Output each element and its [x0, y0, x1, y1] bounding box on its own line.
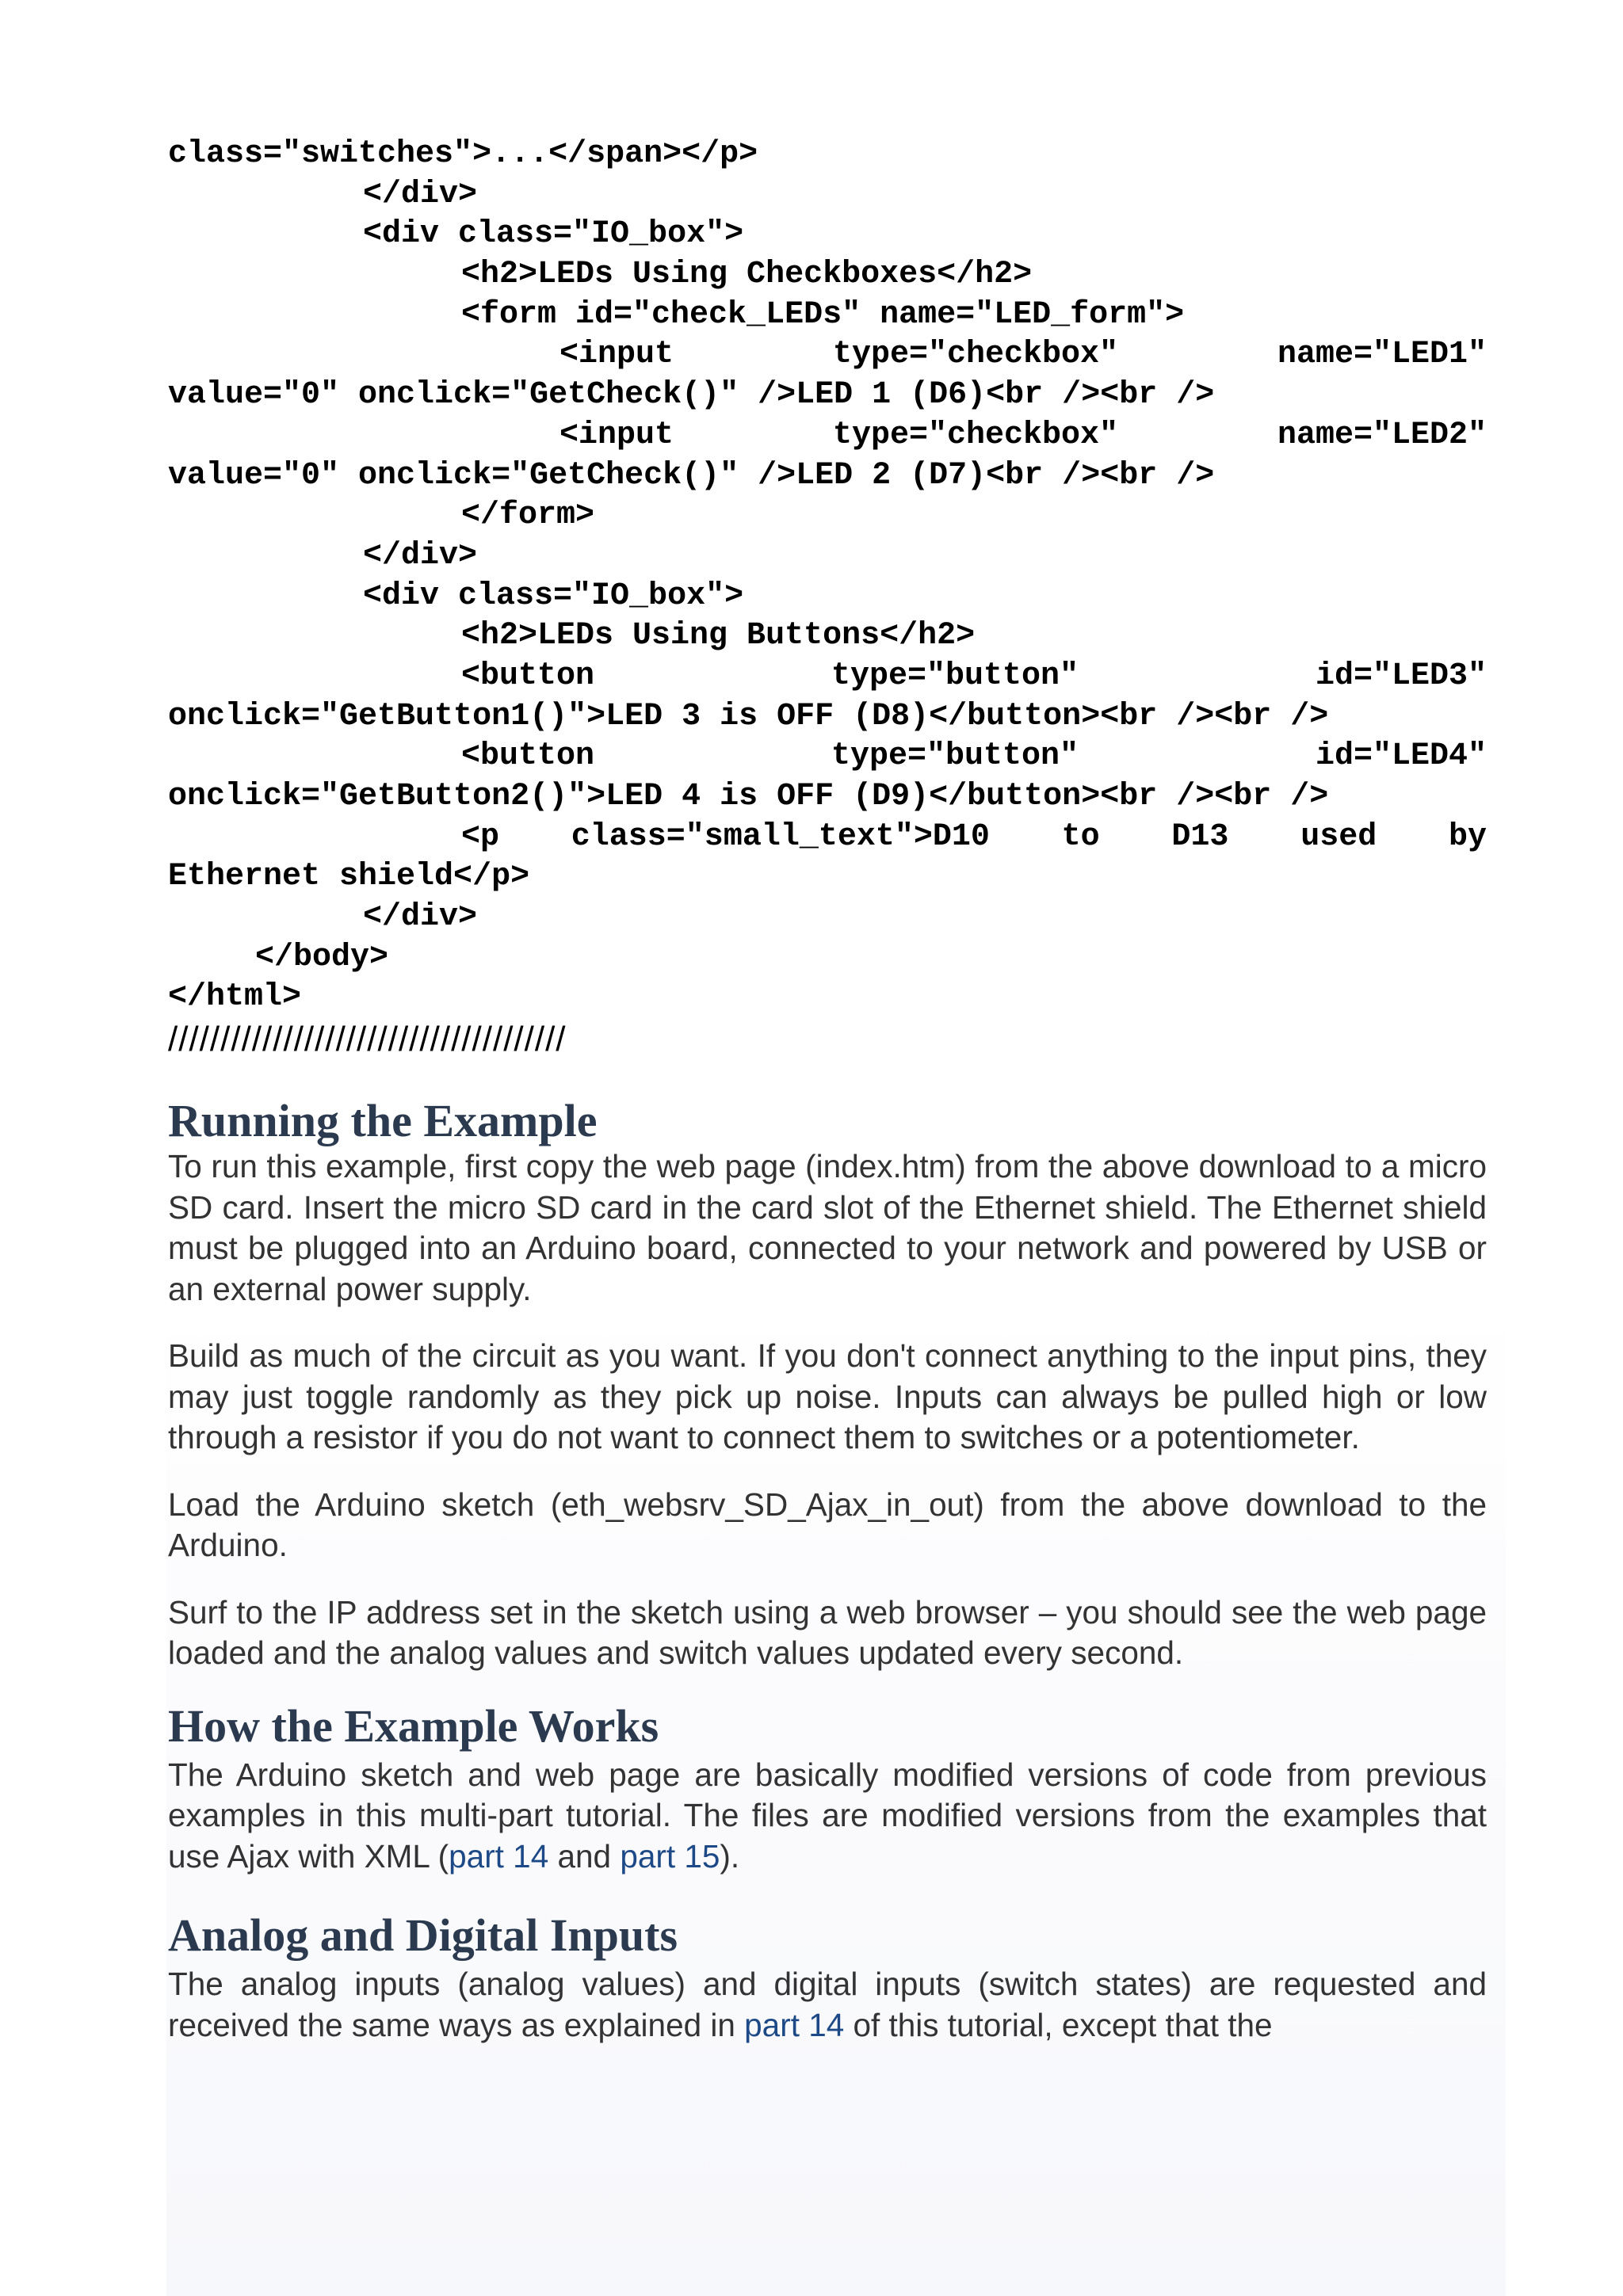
code-line: </html>: [168, 979, 302, 1016]
code-token: to: [1061, 818, 1100, 855]
code-token: by: [1448, 818, 1487, 855]
code-token: D13: [1171, 818, 1229, 855]
code-token: <button: [461, 658, 595, 694]
code-line: </div>: [363, 899, 478, 936]
code-line: <div class="IO_box">: [363, 578, 744, 614]
section-heading-how-it-works: How the Example Works: [168, 1699, 659, 1752]
paragraph-text: ).: [720, 1837, 740, 1875]
code-line-justified: [168, 335, 1487, 376]
paragraph-text: The Arduino sketch and web page are basically modified versions of code from previous examples in this multi-part tutorial. The files are modified versions from the examples that use Ajax with XML (: [168, 1756, 1487, 1875]
code-separator: //////////////////////////////////////: [168, 1020, 567, 1059]
paragraph: Load the Arduino sketch (eth_websrv_SD_Ajax_in_out) from the above download to the Arduino.: [168, 1486, 1487, 1564]
code-line: <form id="check_LEDs" name="LED_form">: [461, 296, 1185, 333]
paragraph: Build as much of the circuit as you want. If you don't connect anything to the input pins, they may just toggle randomly as they pick up noise. Inputs can always be pulled high or low through a resistor if you do not want to connect them to switches or a potentiometer.: [168, 1337, 1487, 1456]
code-token: type="checkbox": [832, 417, 1119, 453]
code-token: used: [1300, 818, 1377, 855]
code-line-justified: [168, 657, 1487, 697]
paragraph-text: and: [548, 1837, 621, 1875]
code-line: <h2>LEDs Using Checkboxes</h2>: [461, 257, 1033, 293]
section-heading-analog-digital: Analog and Digital Inputs: [168, 1909, 678, 1962]
paragraph: [168, 1755, 1487, 1878]
link-part-14[interactable]: part 14: [744, 2006, 845, 2043]
code-line: class="switches">...</span></p>: [168, 136, 758, 172]
code-token: class="small_text">D10: [571, 818, 990, 855]
code-line: onclick="GetButton2()">LED 4 is OFF (D9)</button><br /><br />: [168, 779, 1329, 814]
code-token: type="button": [831, 738, 1079, 775]
code-line: </div>: [363, 537, 478, 574]
code-token: <input: [559, 417, 674, 453]
paragraph: Surf to the IP address set in the sketch using a web browser – you should see the web page loaded and the analog values and switch values updated every second.: [168, 1593, 1487, 1672]
code-line-justified: [168, 818, 1487, 858]
code-token: <button: [461, 738, 595, 775]
code-line: value="0" onclick="GetCheck()" />LED 1 (D6)<br /><br />: [168, 377, 1215, 414]
code-token: name="LED2": [1277, 417, 1487, 453]
code-line: onclick="GetButton1()">LED 3 is OFF (D8)</button><br /><br />: [168, 698, 1329, 734]
code-line-justified: [168, 416, 1487, 456]
code-line: value="0" onclick="GetCheck()" />LED 2 (D7)<br /><br />: [168, 457, 1215, 494]
code-token: id="LED3": [1315, 658, 1487, 694]
code-line: <h2>LEDs Using Buttons</h2>: [461, 618, 976, 654]
code-line: </div>: [363, 176, 478, 212]
paragraph: [168, 1964, 1487, 2046]
code-listing: [168, 135, 1487, 1018]
code-token: type="button": [831, 658, 1079, 694]
code-token: <p: [461, 818, 500, 855]
section-heading-running: Running the Example: [168, 1095, 598, 1147]
code-token: type="checkbox": [832, 337, 1119, 373]
code-token: name="LED1": [1277, 337, 1487, 373]
content-column: [168, 135, 1487, 2046]
link-part-14[interactable]: part 14: [449, 1837, 549, 1875]
code-line: <div class="IO_box">: [363, 216, 744, 253]
code-token: <input: [559, 337, 674, 373]
code-line-justified: [168, 737, 1487, 777]
paragraph: To run this example, first copy the web page (index.htm) from the above download to a micro SD card. Insert the micro SD card in the card slot of the Ethernet shield. The Ethernet shield must be plugged into an Arduino board, connected to your network and powered by USB or an external power supply.: [168, 1148, 1487, 1307]
code-line: </body>: [255, 939, 389, 975]
code-line: Ethernet shield</p>: [168, 859, 530, 895]
paragraph-text: of this tutorial, except that the: [844, 2006, 1273, 2043]
code-token: id="LED4": [1315, 738, 1487, 775]
code-line: </form>: [461, 498, 595, 534]
paragraph-text: The analog inputs (analog values) and digital inputs (switch states) are requested and received the same ways as explained in: [168, 1966, 1487, 2043]
link-part-15[interactable]: part 15: [620, 1837, 720, 1875]
